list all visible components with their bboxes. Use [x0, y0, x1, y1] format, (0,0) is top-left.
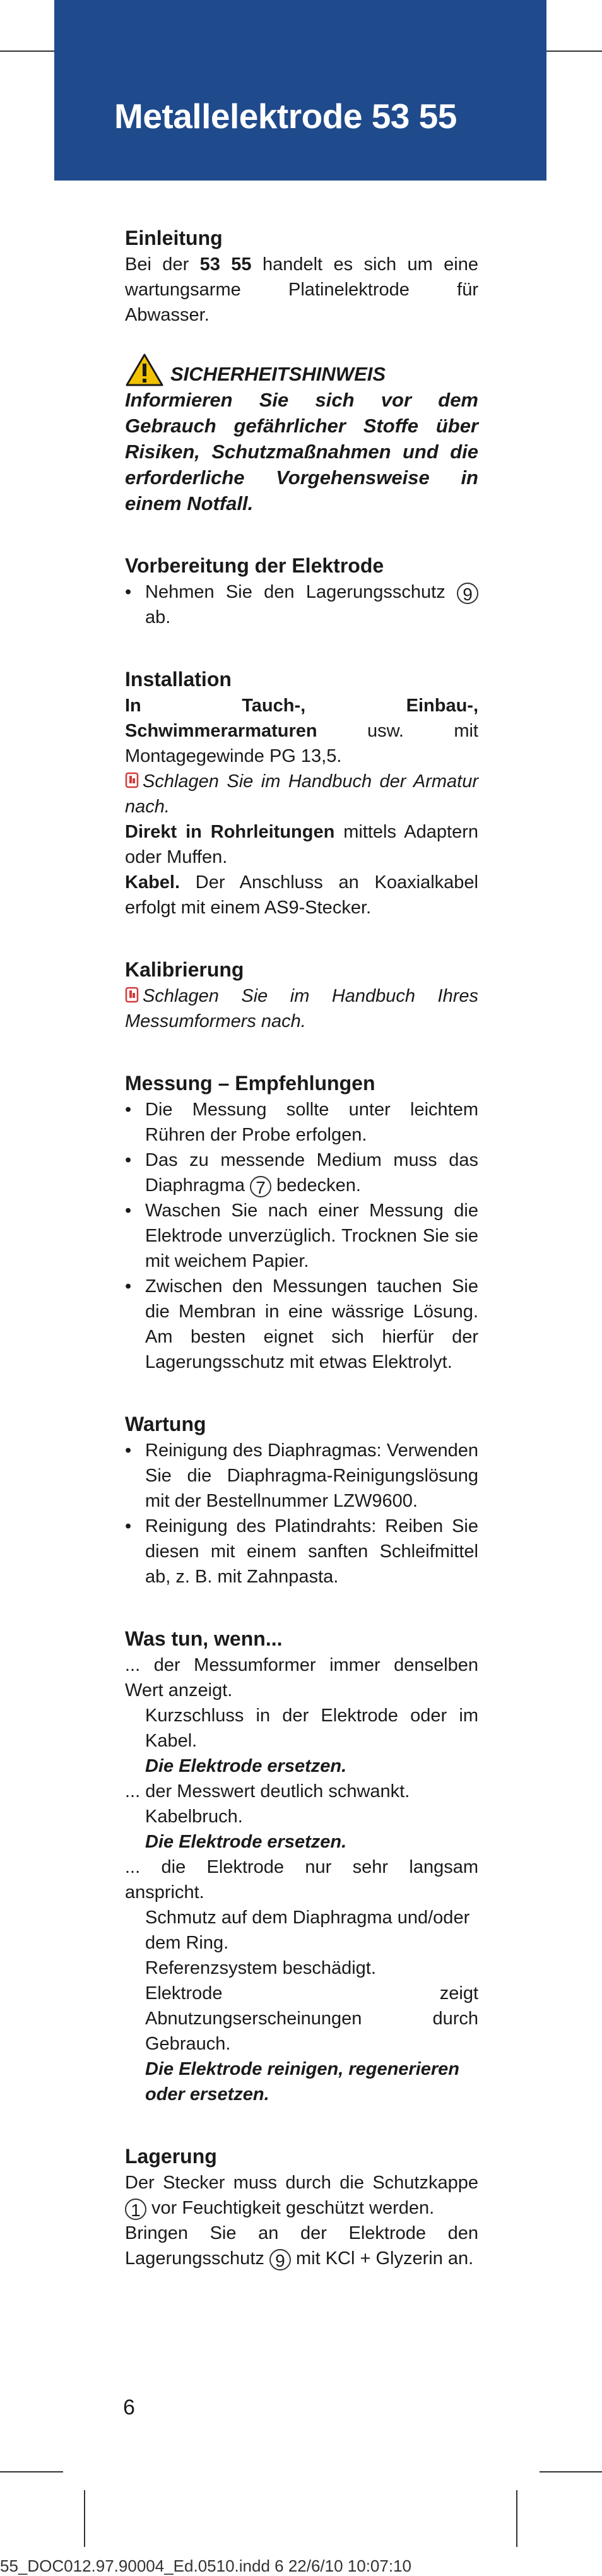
trouble-cause: Elektrode zeigt Abnutzungserscheinungen durch Gebrauch. — [145, 1983, 478, 2054]
list-item: • Waschen Sie nach einer Messung die Elektrode unverzüglich. Trocknen Sie sie mit weichem Papier. — [125, 1198, 478, 1274]
section-trouble — [125, 1625, 478, 2107]
trouble-case: ... der Messwert deutlich schwankt. — [125, 1781, 410, 1801]
pointing-hand-icon — [125, 772, 139, 788]
heading-storage: Lagerung — [125, 2145, 217, 2168]
install-p3: Kabel. Der Anschluss an Koaxialkabel erfolgt mit einem AS9-Stecker. — [125, 872, 478, 918]
intro-text: Bei der 53 55 handelt es sich um eine wartungsarme Platinelektrode für Abwasser. — [125, 254, 478, 325]
list-item: • Zwischen den Messungen tauchen Sie die Membran in eine wässrige Lösung. Am besten eignet sich hierfür der Lagerungsschutz mit etwas Elektrolyt. — [125, 1274, 478, 1375]
section-storage — [125, 2142, 478, 2271]
section-measure — [125, 1069, 478, 1375]
section-install — [125, 665, 478, 920]
calib-ref: Schlagen Sie im Handbuch Ihres Messumformers nach. — [125, 986, 478, 1031]
install-p1: In Tauch-, Einbau-, Schwimmerarmaturen usw. mit Montagegewinde PG 13,5. — [125, 696, 478, 766]
pointing-hand-icon — [125, 987, 139, 1003]
trouble-fix: Die Elektrode ersetzen. — [145, 1832, 347, 1852]
storage-p1: Der Stecker muss durch die Schutzkappe 1 vor Feuchtigkeit geschützt werden. — [125, 2173, 478, 2220]
section-calib — [125, 956, 478, 1034]
list-item: • Reinigung des Platindrahts: Reiben Sie diesen mit einem sanften Schleifmittel ab, z. B. mit Zahnpasta. — [125, 1514, 478, 1589]
list-item: • Das zu messende Medium muss das Diaphragma 7 bedecken. — [125, 1148, 478, 1198]
section-intro — [125, 224, 478, 328]
heading-intro: Einleitung — [125, 227, 223, 249]
callout-number: 9 — [269, 2249, 291, 2270]
page-title: Metallelektrode 53 55 — [114, 97, 457, 136]
trouble-cause: Kabelbruch. — [145, 1807, 243, 1827]
section-maint — [125, 1410, 478, 1589]
heading-measure: Messung – Empfehlungen — [125, 1072, 375, 1095]
page-number: 6 — [123, 2395, 135, 2419]
crop-mark — [540, 2471, 602, 2472]
safety-title: SICHERHEITSHINWEIS — [125, 353, 478, 387]
section-prep — [125, 552, 478, 630]
crop-mark — [516, 2490, 517, 2547]
safety-text: Informieren Sie sich vor dem Gebrauch gefährlicher Stoffe über Risiken, Schutzmaßnahmen und die erforderliche Vorgehensweise in einem Notfall. — [125, 389, 478, 514]
heading-calib: Kalibrierung — [125, 958, 244, 981]
title-banner — [54, 0, 546, 181]
list-item: • Reinigung des Diaphragmas: Verwenden Sie die Diaphragma-Reinigungslösung mit der Bestellnummer LZW9600. — [125, 1438, 478, 1514]
trouble-cause: Kurzschluss in der Elektrode oder im Kabel. — [145, 1706, 478, 1751]
heading-maint: Wartung — [125, 1413, 206, 1435]
heading-prep: Vorbereitung der Elektrode — [125, 554, 384, 577]
callout-number: 1 — [125, 2199, 146, 2220]
storage-p2: Bringen Sie an der Elektrode den Lagerungsschutz 9 mit KCl + Glyzerin an. — [125, 2223, 478, 2270]
manual-content — [125, 224, 478, 2271]
callout-number: 9 — [457, 583, 478, 604]
callout-number: 7 — [250, 1176, 271, 1197]
section-safety — [125, 353, 478, 516]
crop-mark — [0, 2471, 63, 2472]
trouble-cause: Referenzsystem beschädigt. — [145, 1958, 376, 1978]
prep-item: • Nehmen Sie den Lagerungsschutz 9 ab. — [125, 579, 478, 630]
crop-mark — [0, 50, 63, 52]
list-item: • Die Messung sollte unter leichtem Rühren der Probe erfolgen. — [125, 1097, 478, 1148]
trouble-cause: Schmutz auf dem Diaphragma und/oder dem Ring. — [145, 1908, 470, 1953]
heading-install: Installation — [125, 668, 232, 691]
trouble-fix: Die Elektrode ersetzen. — [145, 1756, 347, 1776]
crop-mark — [540, 50, 602, 52]
warning-icon — [125, 353, 164, 387]
trouble-case: ... der Messumformer immer denselben Wert anzeigt. — [125, 1655, 478, 1701]
print-slug: 55_DOC012.97.90004_Ed.0510.indd 6 22/6/10 10:07:10 — [0, 2556, 411, 2575]
crop-mark — [84, 2490, 85, 2547]
install-ref: Schlagen Sie im Handbuch der Armatur nach. — [125, 771, 478, 817]
heading-trouble: Was tun, wenn... — [125, 1627, 283, 1650]
trouble-case: ... die Elektrode nur sehr langsam anspricht. — [125, 1857, 478, 1902]
trouble-fix: Die Elektrode reinigen, regenerieren oder ersetzen. — [145, 2059, 460, 2104]
install-p2: Direkt in Rohrleitungen mittels Adaptern oder Muffen. — [125, 822, 478, 867]
